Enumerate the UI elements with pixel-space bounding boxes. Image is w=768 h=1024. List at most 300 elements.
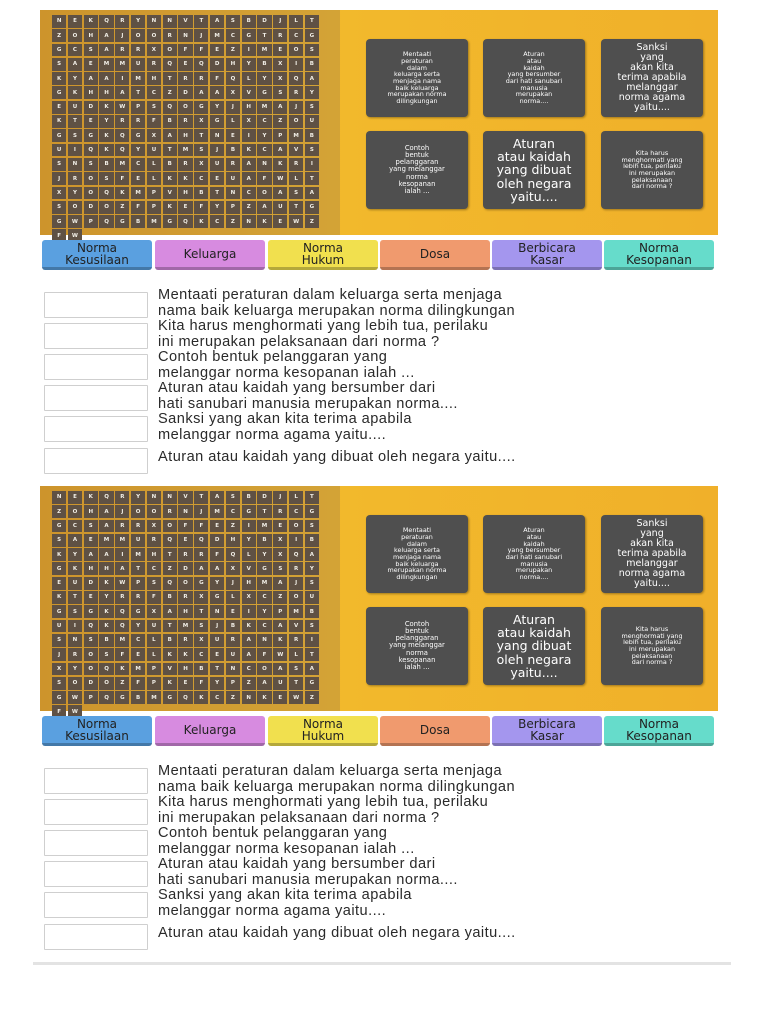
grid-letter: T: [257, 505, 271, 518]
grid-letter: Q: [163, 58, 177, 71]
clue-card[interactable]: [366, 131, 468, 209]
clue-card[interactable]: [483, 39, 585, 117]
grid-letter: V: [178, 491, 192, 504]
grid-letter: F: [178, 44, 192, 57]
grid-letter: O: [68, 677, 82, 690]
clue-card[interactable]: [601, 515, 703, 593]
grid-letter: T: [194, 605, 208, 618]
text-line: Mentaati: [402, 50, 432, 59]
grid-letter: E: [52, 577, 66, 590]
answer-chip[interactable]: [42, 240, 152, 270]
grid-letter: G: [52, 129, 66, 142]
grid-letter: R: [131, 44, 145, 57]
grid-letter: A: [273, 144, 287, 157]
text-line: keluarga serta: [394, 546, 440, 555]
grid-letter: S: [52, 677, 66, 690]
grid-letter: Z: [226, 691, 240, 704]
grid-letter: A: [99, 520, 113, 533]
grid-letter: D: [210, 58, 224, 71]
text-line: Contoh: [404, 144, 430, 153]
text-line: melanggar norma agama yaitu....: [158, 902, 387, 919]
grid-letter: H: [178, 605, 192, 618]
text-line: Aturan atau kaidah yang bersumber dari: [158, 856, 436, 872]
grid-letter: A: [210, 15, 224, 28]
grid-letter: I: [242, 44, 256, 57]
grid-letter: A: [163, 129, 177, 142]
grid-letter: M: [131, 663, 145, 676]
grid-letter: T: [194, 491, 208, 504]
grid-letter: R: [68, 648, 82, 661]
grid-letter: C: [210, 691, 224, 704]
grid-letter: R: [147, 58, 161, 71]
answer-drop-box[interactable]: [44, 385, 148, 411]
grid-letter: C: [194, 172, 208, 185]
text-line: yang bersumber: [507, 546, 561, 555]
grid-letter: J: [52, 648, 66, 661]
grid-letter: N: [147, 15, 161, 28]
grid-letter: G: [305, 29, 319, 42]
grid-letter: G: [257, 86, 271, 99]
grid-letter: A: [242, 634, 256, 647]
grid-letter: P: [273, 605, 287, 618]
answer-drop-box[interactable]: [44, 830, 148, 856]
grid-letter: I: [289, 58, 303, 71]
text-line: Kasar: [530, 252, 564, 267]
grid-letter: Z: [242, 677, 256, 690]
grid-letter: E: [210, 44, 224, 57]
grid-letter: N: [210, 605, 224, 618]
grid-letter: A: [305, 663, 319, 676]
grid-letter: I: [242, 129, 256, 142]
text-line: dalam: [407, 63, 427, 72]
grid-letter: M: [131, 187, 145, 200]
answer-chip[interactable]: [604, 240, 714, 270]
grid-letter: W: [289, 691, 303, 704]
clue-card[interactable]: [483, 131, 585, 209]
text-line: merupakan norma: [387, 566, 447, 575]
grid-letter: B: [226, 144, 240, 157]
grid-letter: E: [131, 172, 145, 185]
clue-card-text: [387, 51, 446, 105]
text-line: Kasar: [530, 728, 564, 743]
grid-letter: R: [273, 505, 287, 518]
answer-chip-label: [302, 718, 345, 742]
grid-letter: R: [131, 591, 145, 604]
grid-letter: M: [99, 58, 113, 71]
grid-letter: S: [99, 172, 113, 185]
answer-chip[interactable]: [155, 240, 265, 270]
grid-letter: E: [210, 648, 224, 661]
answer-drop-box[interactable]: [44, 416, 148, 442]
grid-letter: G: [242, 29, 256, 42]
grid-letter: Q: [115, 605, 129, 618]
clue-card[interactable]: [483, 607, 585, 685]
text-line: atau: [526, 532, 542, 541]
grid-letter: Y: [68, 548, 82, 561]
grid-letter: A: [84, 72, 98, 85]
grid-letter: S: [305, 520, 319, 533]
answer-chip[interactable]: [268, 716, 378, 746]
grid-letter: T: [163, 548, 177, 561]
grid-letter: M: [210, 505, 224, 518]
grid-letter: Y: [131, 620, 145, 633]
text-line: dilingkungan: [396, 573, 438, 582]
text-line: pelaksanaan: [631, 651, 673, 660]
text-line: Kita harus: [635, 148, 669, 157]
text-line: lebih tua, perilaku: [623, 638, 681, 647]
grid-letter: U: [226, 648, 240, 661]
answer-chip[interactable]: [380, 240, 490, 270]
grid-letter: W: [273, 648, 287, 661]
grid-letter: Z: [226, 44, 240, 57]
grid-letter: X: [242, 591, 256, 604]
text-line: melanggar: [626, 557, 678, 569]
text-line: menghormati yang: [621, 155, 683, 164]
text-line: norma agama: [618, 567, 686, 579]
grid-letter: R: [163, 29, 177, 42]
text-line: ini merupakan pelaksanaan dari norma ?: [158, 333, 440, 350]
text-line: Sanksi: [636, 518, 668, 530]
grid-letter: C: [257, 591, 271, 604]
clue-card[interactable]: [366, 39, 468, 117]
grid-letter: M: [257, 101, 271, 114]
grid-letter: X: [194, 634, 208, 647]
text-line: Hukum: [301, 252, 345, 267]
grid-letter: U: [131, 534, 145, 547]
grid-letter: Q: [84, 620, 98, 633]
text-line: Hukum: [301, 728, 345, 743]
text-line: hati sanubari manusia merupakan norma....: [158, 395, 458, 412]
text-line: atau kaidah: [497, 625, 571, 641]
grid-letter: I: [115, 548, 129, 561]
answer-drop-box[interactable]: [44, 799, 148, 825]
grid-letter: K: [178, 172, 192, 185]
text-line: Norma: [302, 716, 344, 731]
grid-letter: G: [52, 520, 66, 533]
grid-letter: G: [52, 605, 66, 618]
clue-card[interactable]: [601, 39, 703, 117]
grid-letter: J: [194, 29, 208, 42]
text-line: yang: [640, 528, 664, 540]
grid-letter: Q: [194, 534, 208, 547]
grid-letter: X: [147, 129, 161, 142]
grid-letter: C: [257, 620, 271, 633]
grid-letter: X: [147, 520, 161, 533]
answer-chip-label: [65, 242, 129, 266]
worksheet-copy-2: [0, 484, 768, 960]
grid-letter: U: [52, 620, 66, 633]
grid-letter: Z: [226, 520, 240, 533]
grid-letter: S: [194, 620, 208, 633]
grid-letter: U: [305, 115, 319, 128]
grid-letter: V: [163, 187, 177, 200]
answer-chip[interactable]: [42, 716, 152, 746]
activity-banner: [40, 486, 718, 715]
answer-chip[interactable]: [155, 716, 265, 746]
grid-letter: F: [52, 229, 66, 242]
grid-letter: M: [99, 534, 113, 547]
text-line: kesopanan: [398, 655, 436, 664]
grid-letter: K: [163, 677, 177, 690]
grid-letter: R: [147, 534, 161, 547]
grid-letter: B: [163, 591, 177, 604]
grid-letter: L: [242, 72, 256, 85]
grid-letter: N: [257, 158, 271, 171]
grid-letter: R: [115, 115, 129, 128]
grid-letter: G: [194, 101, 208, 114]
grid-letter: A: [305, 72, 319, 85]
grid-letter: O: [68, 505, 82, 518]
grid-letter: O: [131, 29, 145, 42]
grid-letter: H: [178, 129, 192, 142]
text-line: melanggar norma kesopanan ialah ...: [158, 364, 415, 381]
text-line: Aturan atau kaidah yang dibuat oleh negara yaitu....: [158, 449, 516, 465]
text-line: yang bersumber: [507, 70, 561, 79]
text-line: ialah ...: [404, 186, 430, 195]
text-line: norma: [406, 648, 428, 657]
text-line: Keluarga: [183, 722, 237, 737]
grid-letter: M: [289, 129, 303, 142]
text-line: Norma: [638, 240, 680, 255]
text-line: yaitu....: [634, 577, 670, 589]
grid-letter: D: [257, 15, 271, 28]
answer-drop-box[interactable]: [44, 861, 148, 887]
grid-letter: E: [210, 172, 224, 185]
grid-letter: R: [289, 562, 303, 575]
grid-letter: K: [68, 562, 82, 575]
grid-letter: A: [273, 620, 287, 633]
grid-letter: B: [305, 129, 319, 142]
grid-letter: F: [194, 44, 208, 57]
grid-letter: C: [226, 29, 240, 42]
answer-drop-box[interactable]: [44, 323, 148, 349]
text-line: menjaga nama: [392, 553, 441, 561]
grid-letter: T: [305, 648, 319, 661]
clue-card[interactable]: [601, 131, 703, 209]
grid-letter: S: [84, 44, 98, 57]
grid-letter: R: [115, 44, 129, 57]
text-line: Aturan: [513, 136, 555, 152]
grid-letter: V: [178, 15, 192, 28]
grid-letter: F: [257, 648, 271, 661]
answer-chip-label: [302, 242, 345, 266]
grid-letter: A: [115, 86, 129, 99]
grid-letter: K: [99, 620, 113, 633]
grid-letter: S: [226, 491, 240, 504]
text-line: hati sanubari manusia merupakan norma....: [158, 871, 458, 888]
answer-bank: [40, 716, 718, 750]
grid-letter: R: [115, 591, 129, 604]
grid-letter: C: [131, 158, 145, 171]
clue-card[interactable]: [483, 515, 585, 593]
grid-letter: J: [289, 577, 303, 590]
grid-letter: F: [115, 172, 129, 185]
grid-letter: Z: [52, 505, 66, 518]
clue-card-text: [617, 43, 686, 113]
grid-letter: K: [178, 648, 192, 661]
grid-letter: Y: [305, 86, 319, 99]
grid-letter: J: [226, 577, 240, 590]
grid-letter: B: [257, 58, 271, 71]
clue-card[interactable]: [601, 607, 703, 685]
grid-letter: M: [115, 158, 129, 171]
text-line: dari norma ?: [631, 182, 673, 191]
clue-card[interactable]: [366, 607, 468, 685]
grid-letter: A: [305, 187, 319, 200]
grid-letter: N: [210, 129, 224, 142]
grid-letter: N: [68, 634, 82, 647]
grid-letter: Z: [273, 115, 287, 128]
grid-letter: B: [257, 534, 271, 547]
grid-letter: A: [115, 562, 129, 575]
text-line: Mentaati peraturan dalam keluarga serta menjaga: [158, 287, 503, 303]
text-line: Sanksi: [636, 42, 668, 54]
grid-letter: T: [305, 15, 319, 28]
answer-drop-box[interactable]: [44, 768, 148, 794]
grid-letter: X: [52, 187, 66, 200]
grid-letter: Q: [115, 144, 129, 157]
grid-letter: E: [84, 591, 98, 604]
grid-letter: O: [147, 505, 161, 518]
grid-letter: T: [257, 29, 271, 42]
answer-chip[interactable]: [268, 240, 378, 270]
grid-letter: R: [68, 172, 82, 185]
question-text: [158, 826, 415, 857]
grid-letter: M: [131, 548, 145, 561]
grid-letter: U: [68, 101, 82, 114]
grid-letter: R: [115, 15, 129, 28]
grid-letter: I: [68, 620, 82, 633]
text-line: kaidah: [523, 63, 545, 72]
text-line: ini merupakan pelaksanaan dari norma ?: [158, 809, 440, 826]
grid-letter: Y: [242, 58, 256, 71]
grid-letter: C: [68, 520, 82, 533]
clue-card-text: [497, 613, 572, 679]
text-line: yang dibuat: [496, 638, 572, 654]
grid-letter: E: [84, 534, 98, 547]
grid-letter: A: [194, 86, 208, 99]
grid-letter: O: [178, 101, 192, 114]
grid-letter: U: [273, 677, 287, 690]
answer-drop-box[interactable]: [44, 448, 148, 474]
answer-chip-label: [184, 724, 237, 736]
answer-chip-label: [518, 242, 576, 266]
grid-letter: K: [115, 187, 129, 200]
grid-letter: Z: [115, 677, 129, 690]
grid-letter: N: [257, 634, 271, 647]
grid-letter: H: [147, 72, 161, 85]
answer-drop-box[interactable]: [44, 292, 148, 318]
text-line: peraturan: [401, 56, 433, 65]
grid-letter: X: [273, 58, 287, 71]
grid-letter: C: [257, 144, 271, 157]
text-line: pelanggaran: [395, 158, 439, 167]
grid-letter: Q: [99, 15, 113, 28]
grid-letter: I: [289, 534, 303, 547]
grid-letter: Q: [178, 215, 192, 228]
answer-chip[interactable]: [492, 240, 602, 270]
grid-letter: Q: [115, 620, 129, 633]
grid-letter: J: [289, 101, 303, 114]
text-line: pelaksanaan: [631, 175, 673, 184]
grid-letter: Y: [131, 15, 145, 28]
grid-letter: K: [52, 548, 66, 561]
grid-letter: F: [194, 520, 208, 533]
answer-chip[interactable]: [492, 716, 602, 746]
grid-letter: M: [257, 577, 271, 590]
grid-letter: H: [147, 548, 161, 561]
grid-letter: T: [305, 491, 319, 504]
text-line: yaitu....: [510, 664, 558, 680]
grid-letter: B: [305, 58, 319, 71]
grid-letter: T: [163, 72, 177, 85]
question-text: [158, 926, 516, 942]
grid-letter: D: [84, 201, 98, 214]
answer-drop-box[interactable]: [44, 892, 148, 918]
grid-letter: R: [226, 158, 240, 171]
grid-letter: G: [163, 691, 177, 704]
grid-letter: C: [131, 634, 145, 647]
text-line: merupakan: [515, 90, 553, 99]
grid-letter: Q: [99, 187, 113, 200]
answer-drop-box[interactable]: [44, 924, 148, 950]
grid-letter: P: [226, 201, 240, 214]
grid-letter: S: [305, 577, 319, 590]
grid-letter: F: [131, 201, 145, 214]
grid-letter: K: [257, 691, 271, 704]
grid-letter: B: [242, 15, 256, 28]
grid-letter: K: [163, 648, 177, 661]
grid-letter: U: [147, 620, 161, 633]
clue-card[interactable]: [366, 515, 468, 593]
grid-letter: G: [131, 605, 145, 618]
grid-letter: K: [52, 591, 66, 604]
question-text: [158, 857, 458, 888]
grid-letter: Q: [99, 663, 113, 676]
grid-letter: S: [305, 101, 319, 114]
grid-letter: R: [178, 548, 192, 561]
grid-letter: A: [99, 29, 113, 42]
grid-letter: P: [147, 187, 161, 200]
text-line: bentuk: [405, 627, 429, 636]
grid-letter: O: [99, 677, 113, 690]
grid-letter: O: [289, 520, 303, 533]
grid-letter: Y: [99, 591, 113, 604]
grid-letter: R: [289, 158, 303, 171]
grid-letter: R: [115, 520, 129, 533]
grid-letter: A: [210, 86, 224, 99]
grid-letter: O: [163, 520, 177, 533]
answer-chip[interactable]: [380, 716, 490, 746]
grid-letter: Q: [226, 72, 240, 85]
answer-chip[interactable]: [604, 716, 714, 746]
grid-letter: L: [289, 15, 303, 28]
grid-letter: X: [194, 591, 208, 604]
grid-letter: J: [210, 144, 224, 157]
clue-card-text: [497, 137, 572, 203]
grid-letter: S: [52, 201, 66, 214]
grid-letter: M: [257, 44, 271, 57]
grid-letter: B: [305, 534, 319, 547]
question-text: [158, 381, 458, 412]
answer-drop-box[interactable]: [44, 354, 148, 380]
text-line: Aturan atau kaidah yang bersumber dari: [158, 380, 436, 396]
grid-letter: B: [163, 634, 177, 647]
grid-letter: O: [147, 29, 161, 42]
grid-letter: S: [68, 605, 82, 618]
grid-letter: U: [273, 201, 287, 214]
grid-letter: V: [242, 562, 256, 575]
